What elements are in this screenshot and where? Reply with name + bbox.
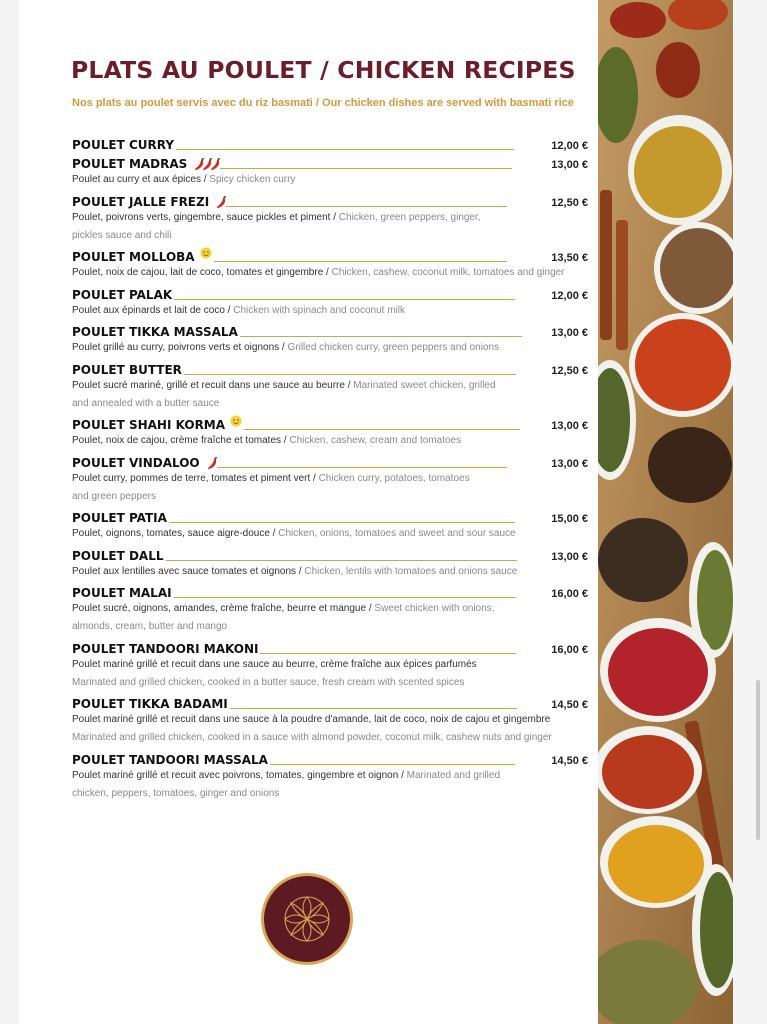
page-title: PLATS AU POULET / CHICKEN RECIPES: [71, 56, 576, 84]
menu-item: [72, 636, 588, 692]
menu-item-header: [72, 320, 588, 340]
menu-item-header: [72, 413, 588, 433]
description-en: Spicy chicken curry: [209, 174, 296, 185]
menu-item: [72, 152, 588, 190]
menu-item-description: [72, 656, 588, 692]
menu-item-header: [72, 132, 588, 152]
menu-item-price: 14,50 €: [551, 754, 588, 767]
smiley-icon: [230, 414, 242, 432]
menu-item-price: 16,00 €: [551, 588, 588, 600]
description-en-continued: and annealed with a butter sauce: [72, 397, 220, 409]
menu-item-price: 12,00 €: [551, 289, 588, 302]
description-fr: Poulet mariné grillé et recuit avec poivrons, tomates, gingembre et oignon /: [72, 769, 407, 781]
dotted-leader-line: [240, 336, 522, 337]
description-en: Chicken, cashew, cream and tomatoes: [289, 435, 462, 446]
description-en: Chicken, onions, tomatoes and sweet and sour sauce: [278, 528, 516, 539]
menu-item-header: [72, 450, 588, 470]
description-en: Sweet chicken with onions,: [374, 603, 495, 614]
menu-item-name: POULET CURRY: [72, 137, 175, 152]
description-en: Marinated and grilled: [406, 769, 501, 781]
menu-list: [72, 132, 588, 803]
chili-pepper-icon: [216, 195, 224, 209]
menu-item-price: 12,00 €: [551, 139, 588, 152]
dotted-leader-line: [174, 597, 516, 598]
menu-page: [19, 0, 733, 1024]
description-en: Marinated sweet chicken, grilled: [353, 379, 496, 391]
menu-item-name: POULET JALLE FREZI: [72, 194, 210, 209]
menu-item-name: POULET TANDOORI MAKONI: [72, 641, 259, 656]
description-fr: Poulet aux lentilles avec sauce tomates et oignons /: [72, 565, 305, 577]
dotted-leader-line: [169, 522, 515, 523]
description-fr: Poulet sucré, oignons, amandes, crème fraîche, beurre et mangue /: [72, 603, 375, 614]
menu-item-header: [72, 506, 588, 526]
menu-item-header: [72, 152, 588, 172]
menu-item-name: POULET DALL: [72, 548, 164, 563]
description-fr: Poulet aux épinards et lait de coco /: [72, 304, 234, 316]
menu-item: [72, 413, 588, 451]
restaurant-logo-icon: [260, 872, 354, 966]
spices-photo: [598, 0, 733, 1024]
description-fr: Poulet, noix de cajou, crème fraîche et tomates /: [72, 435, 290, 446]
menu-item-price: 12,50 €: [551, 364, 588, 377]
menu-item-description: [72, 470, 588, 506]
menu-item-header: [72, 357, 588, 377]
menu-item-name: POULET TIKKA MASSALA: [72, 325, 238, 339]
description-en-continued: chicken, peppers, tomatoes, ginger and onions: [72, 787, 280, 799]
description-fr: Poulet curry, pommes de terre, tomates et piment vert /: [72, 472, 319, 484]
description-en-continued: pickles sauce and chili: [72, 229, 172, 241]
menu-item-name: POULET TANDOORI MASSALA: [72, 752, 268, 767]
menu-item-price: 13,00 €: [551, 159, 588, 171]
menu-item: [72, 245, 588, 283]
description-en: Chicken, lentils with tomatoes and onions sauce: [304, 565, 518, 577]
menu-item-name: POULET MOLLOBA: [72, 250, 195, 264]
menu-item-price: 13,00 €: [551, 420, 588, 432]
menu-item-header: [72, 636, 588, 656]
dotted-leader-line: [244, 429, 520, 430]
menu-item-name: POULET PALAK: [72, 287, 173, 302]
dotted-leader-line: [166, 560, 517, 561]
menu-item-description: [72, 209, 588, 245]
menu-item-price: 13,50 €: [551, 252, 588, 264]
menu-item-name: POULET MADRAS: [72, 157, 188, 171]
menu-item-header: [72, 692, 588, 712]
page-subtitle: Nos plats au poulet servis avec du riz basmati / Our chicken dishes are served with basmati rice: [72, 97, 574, 109]
description-en: Chicken, green peppers, ginger,: [338, 211, 481, 223]
menu-item: [72, 282, 588, 320]
menu-item: [72, 506, 588, 544]
menu-item-description: [72, 264, 588, 282]
dotted-leader-line: [214, 261, 507, 262]
menu-item-price: 15,00 €: [551, 513, 588, 525]
menu-item-name: POULET VINDALOO: [72, 455, 200, 470]
chili-pepper-icon: [194, 157, 218, 171]
description-en-continued: and green peppers: [72, 490, 156, 502]
description-fr: Poulet au curry et aux épices /: [72, 174, 210, 185]
description-fr: Poulet, noix de cajou, lait de coco, tomates et gingembre /: [72, 267, 332, 278]
dotted-leader-line: [174, 299, 515, 300]
menu-item: [72, 543, 588, 581]
description-en: Chicken, cashew, coconut milk, tomatoes and ginger: [331, 267, 565, 278]
menu-item: [72, 357, 588, 413]
dotted-leader-line: [230, 708, 517, 709]
menu-item-price: 16,00 €: [551, 643, 588, 656]
menu-item: [72, 747, 588, 803]
menu-item-price: 13,00 €: [551, 550, 588, 563]
menu-item-description: [72, 171, 588, 189]
menu-item-description: [72, 600, 588, 636]
description-en: Chicken with spinach and coconut milk: [233, 304, 405, 316]
menu-item-name: POULET PATIA: [72, 511, 167, 525]
menu-item-price: 13,00 €: [551, 327, 588, 339]
menu-item: [72, 320, 588, 358]
dotted-leader-line: [184, 374, 516, 375]
smiley-icon: [200, 246, 212, 264]
menu-item-price: 14,50 €: [551, 699, 588, 711]
menu-item-description: [72, 525, 588, 543]
menu-item: [72, 692, 588, 748]
menu-item-description: [72, 767, 588, 803]
menu-item: [72, 450, 588, 506]
menu-item-description: [72, 302, 588, 320]
menu-item-description: [72, 339, 588, 357]
menu-item-header: [72, 189, 588, 209]
dotted-leader-line: [220, 168, 512, 169]
menu-item-header: [72, 543, 588, 563]
description-fr: Poulet mariné grillé et recuit dans une sauce à la poudre d'amande, lait de coco, noix de cajou et gingembre: [72, 714, 551, 725]
dotted-leader-line: [260, 653, 516, 654]
menu-item-name: POULET TIKKA BADAMI: [72, 697, 228, 711]
scrollbar[interactable]: [756, 680, 760, 840]
menu-item-price: 13,00 €: [551, 457, 588, 470]
menu-item-header: [72, 581, 588, 601]
description-en-continued: almonds, cream, butter and mango: [72, 621, 228, 632]
dotted-leader-line: [270, 764, 515, 765]
menu-item-header: [72, 245, 588, 265]
description-en: Grilled chicken curry, green peppers and onions: [287, 342, 500, 353]
menu-item-name: POULET MALAI: [72, 586, 172, 600]
menu-item-name: POULET BUTTER: [72, 362, 182, 377]
menu-item-description: [72, 432, 588, 450]
menu-item-header: [72, 282, 588, 302]
menu-item-name: POULET SHAHI KORMA: [72, 418, 226, 432]
description-en-continued: Marinated and grilled chicken, cooked in a butter sauce, fresh cream with scented spices: [72, 676, 465, 688]
menu-item: [72, 581, 588, 637]
menu-item-description: [72, 377, 588, 413]
description-fr: Poulet, poivrons verts, gingembre, sauce pickles et piment /: [72, 211, 339, 223]
description-fr: Poulet, oignons, tomates, sauce aigre-douce /: [72, 528, 279, 539]
description-en-continued: Marinated and grilled chicken, cooked in a sauce with almond powder, coconut milk, cashew nuts and ginger: [72, 732, 552, 743]
menu-item-description: [72, 563, 588, 581]
dotted-leader-line: [226, 206, 507, 207]
description-fr: Poulet mariné grillé et recuit dans une sauce au beurre, crème fraîche aux épices parfumés: [72, 658, 477, 670]
chili-pepper-icon: [207, 456, 215, 470]
description-fr: Poulet sucré mariné, grillé et recuit dans une sauce au beurre /: [72, 379, 354, 391]
dotted-leader-line: [176, 149, 514, 150]
menu-item-header: [72, 747, 588, 767]
dotted-leader-line: [217, 467, 507, 468]
menu-item: [72, 189, 588, 245]
menu-item: [72, 132, 588, 152]
menu-item-description: [72, 711, 588, 747]
description-en: Chicken curry, potatoes, tomatoes: [318, 472, 470, 484]
menu-item-price: 12,50 €: [551, 196, 588, 209]
description-fr: Poulet grillé au curry, poivrons verts et oignons /: [72, 342, 288, 353]
